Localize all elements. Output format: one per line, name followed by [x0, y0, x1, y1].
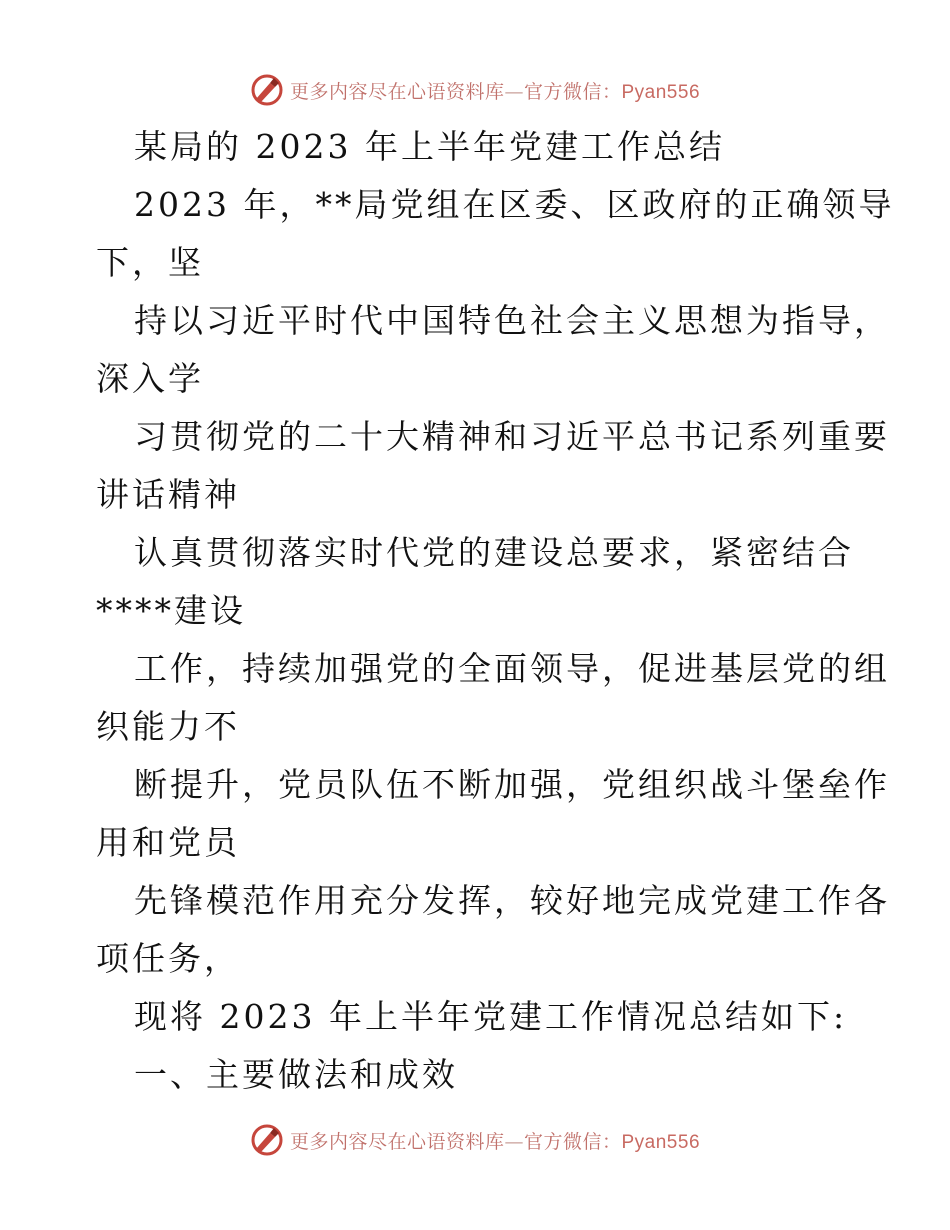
document-line: 深入学: [96, 359, 204, 398]
document-line: 工作，持续加强党的全面领导，促进基层党的组: [134, 649, 890, 688]
document-line: 项任务，: [96, 939, 240, 978]
watermark-text: 更多内容尽在心语资料库—官方微信：Pyan556: [289, 80, 701, 103]
document-line: 一、主要做法和成效: [134, 1055, 458, 1094]
document-line: 认真贯彻落实时代党的建设总要求，紧密结合: [134, 533, 854, 572]
document-line: 下，坚: [96, 243, 204, 282]
document-line: 断提升，党员队伍不断加强，党组织战斗堡垒作: [134, 765, 890, 804]
document-body: [96, 118, 895, 1104]
header-watermark: [0, 70, 950, 110]
document-line: 某局的 2023 年上半年党建工作总结: [134, 127, 725, 166]
pen-nib-logo-icon: [250, 73, 284, 107]
document-line: 讲话精神: [96, 475, 240, 514]
document-line: 持以习近平时代中国特色社会主义思想为指导，: [134, 301, 890, 340]
footer-watermark: [0, 1120, 950, 1160]
document-line: 织能力不: [96, 707, 240, 746]
document-line: ****建设: [96, 591, 246, 630]
pen-nib-logo-icon: [250, 1123, 284, 1157]
document-line: 习贯彻党的二十大精神和习近平总书记系列重要: [134, 417, 890, 456]
document-line: 用和党员: [96, 823, 240, 862]
watermark-text: 更多内容尽在心语资料库—官方微信：Pyan556: [289, 1130, 701, 1153]
document-line: 现将 2023 年上半年党建工作情况总结如下:: [134, 997, 848, 1036]
document-line: 先锋模范作用充分发挥，较好地完成党建工作各: [134, 881, 890, 920]
document-line: 2023 年，**局党组在区委、区政府的正确领导: [134, 185, 895, 224]
